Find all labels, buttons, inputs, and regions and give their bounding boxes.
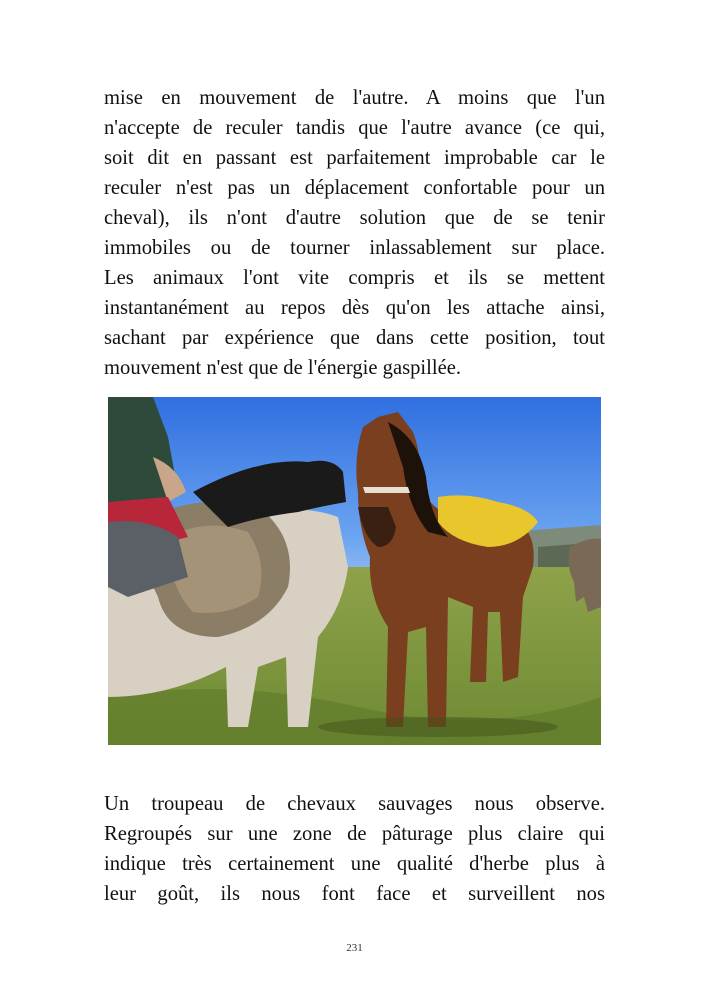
page-number: 231 xyxy=(346,942,363,954)
text-line: immobiles ou de tourner inlassablement sur place. xyxy=(104,237,605,259)
text-line: Les animaux l'ont vite compris et ils se mettent xyxy=(104,267,605,289)
text-line: sachant par expérience que dans cette position, tout xyxy=(104,327,605,349)
paragraph-2 xyxy=(104,789,605,909)
text-line: mouvement n'est que de l'énergie gaspillée. xyxy=(104,357,462,379)
paragraph-1 xyxy=(104,83,605,383)
text-line: leur goût, ils nous font face et surveillent nos xyxy=(104,883,605,905)
text-line: mise en mouvement de l'autre. A moins que l'un xyxy=(104,87,605,109)
text-line: soit dit en passant est parfaitement improbable car le xyxy=(104,147,605,169)
text-line: Un troupeau de chevaux sauvages nous observe. xyxy=(104,793,605,815)
text-line: cheval), ils n'ont d'autre solution que de se tenir xyxy=(104,207,605,229)
text-line: n'accepte de reculer tandis que l'autre avance (ce qui, xyxy=(104,117,605,139)
photo-horses xyxy=(108,397,601,745)
text-line: indique très certainement une qualité d'herbe plus à xyxy=(104,853,605,875)
text-line: Regroupés sur une zone de pâturage plus claire qui xyxy=(104,823,605,845)
text-line: instantanément au repos dès qu'on les attache ainsi, xyxy=(104,297,605,319)
text-line: reculer n'est pas un déplacement confortable pour un xyxy=(104,177,605,199)
